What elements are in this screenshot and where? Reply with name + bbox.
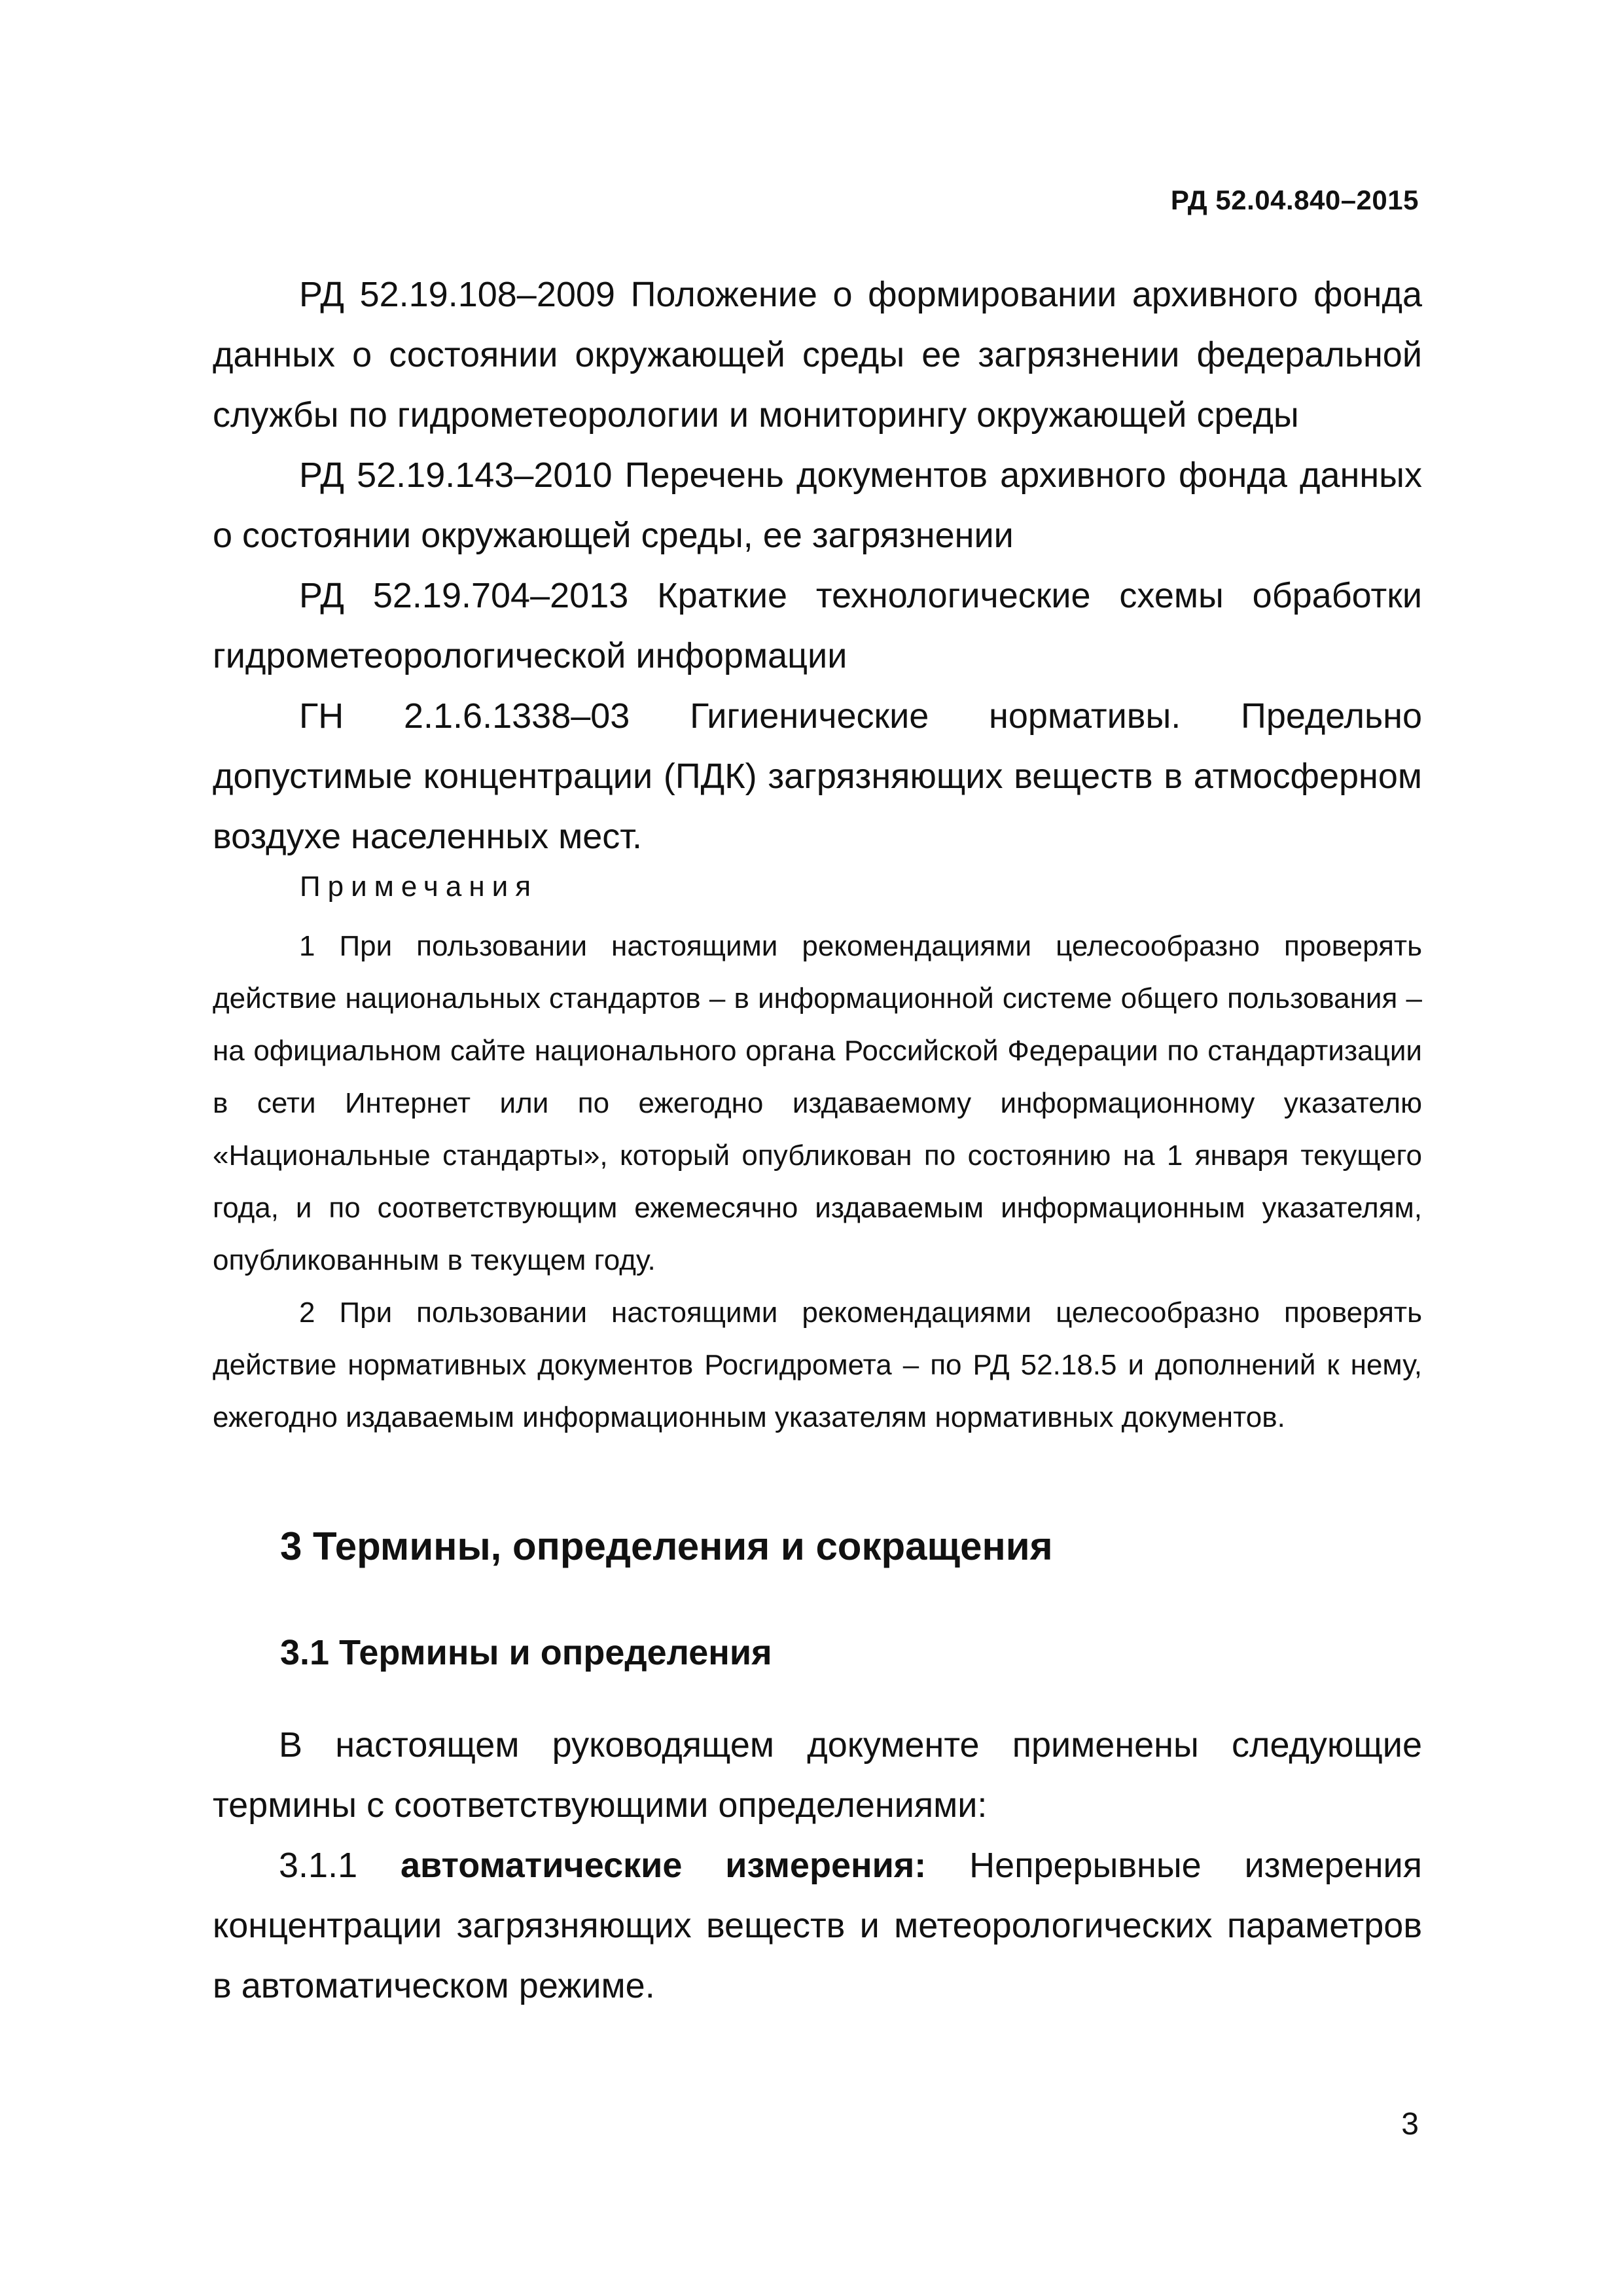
- reference-paragraph: РД 52.19.143–2010 Перечень документов архивного фонда данных о состоянии окружающей среды, ее загрязнении: [213, 456, 1422, 555]
- note-paragraph: 2 При пользовании настоящими рекомендациями целесообразно проверять действие нормативных документов Росгидромета – по РД 52.18.5 и дополнений к нему, ежегодно издаваемым информационным указателям нормативных документов.: [213, 1297, 1422, 1433]
- subsection-heading: 3.1 Термины и определения: [280, 1633, 772, 1672]
- definition-number: 3.1.1: [279, 1846, 358, 1885]
- page-number: 3: [1401, 2107, 1419, 2142]
- reference-paragraph: ГН 2.1.6.1338–03 Гигиенические нормативы. Предельно допустимые концентрации (ПДК) загрязняющих веществ в атмосферном воздухе населенных мест.: [213, 696, 1422, 856]
- document-code-header: РД 52.04.840–2015: [1170, 185, 1419, 215]
- reference-paragraph: РД 52.19.704–2013 Краткие технологические схемы обработки гидрометеорологической информации: [213, 576, 1422, 675]
- definition-text: Непрерывные измерения концентрации загрязняющих веществ и метеорологических параметров в автоматическом режиме.: [213, 1846, 1422, 2005]
- intro-paragraph: В настоящем руководящем документе применены следующие термины с соответствующими определениями:: [213, 1725, 1422, 1825]
- reference-paragraph: РД 52.19.108–2009 Положение о формировании архивного фонда данных о состоянии окружающей среды ее загрязнении федеральной службы по гидрометеорологии и мониторингу окружающей среды: [213, 275, 1422, 435]
- section-heading: 3 Термины, определения и сокращения: [280, 1524, 1053, 1568]
- note-paragraph: 1 При пользовании настоящими рекомендациями целесообразно проверять действие национальных стандартов – в информационной системе общего пользования – на официальном сайте национального органа Российской Федерации по стандартизации в сети Интернет или по ежегодно издаваемому информационному указателю «Национальные стандарты», который опубликован по состоянию на 1 января текущего года, и по соответствующим ежемесячно издаваемым информационным указателям, опубликованным в текущем году.: [213, 930, 1422, 1276]
- definition-term: автоматические измерения:: [401, 1846, 927, 1885]
- notes-title: Примечания: [300, 870, 539, 903]
- definition-paragraph: [213, 1835, 1422, 2016]
